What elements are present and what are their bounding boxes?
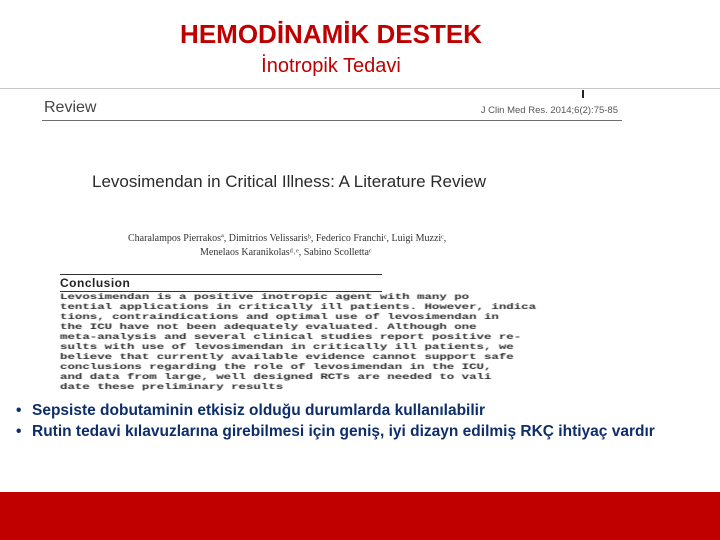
journal-reference: J Clin Med Res. 2014;6(2):75-85 xyxy=(480,105,618,116)
authors-line: Charalampos Pierrakosª, Dimitrios Velissarisᵇ, Federico Franchiᶜ, Luigi Muzziᶜ, xyxy=(128,233,447,244)
article-excerpt-image xyxy=(36,90,630,392)
author-list xyxy=(128,232,548,260)
conclusion-line: sults with use of levosimendan in critically ill patients, we xyxy=(60,342,514,352)
slide-title: HEMODİNAMİK DESTEK xyxy=(180,19,482,49)
conclusion-line: date these preliminary results xyxy=(60,382,284,392)
conclusion-text xyxy=(60,292,537,392)
bullet-item: • Rutin tedavi kılavuzlarına girebilmesi için geniş, iyi dizayn edilmiş RKÇ ihtiyaç vardır xyxy=(14,421,714,442)
conclusion-line: tential applications in critically ill patients. However, indica xyxy=(60,302,537,312)
conclusion-heading: Conclusion xyxy=(60,274,382,292)
slide-subtitle: İnotropik Tedavi xyxy=(261,55,401,77)
conclusion-line: the ICU have not been adequately evaluated. Although one xyxy=(60,322,477,332)
conclusion-line: and data from large, well designed RCTs are needed to vali xyxy=(60,372,492,382)
footer-bar xyxy=(0,492,720,540)
bullet-list xyxy=(14,400,714,442)
conclusion-line: believe that currently available evidence cannot support safe xyxy=(60,352,514,362)
conclusion-line: tions, contraindications and optimal use of levosimendan in xyxy=(60,312,499,322)
journal-header xyxy=(42,98,622,121)
bullet-item: • Sepsiste dobutaminin etkisiz olduğu durumlarda kullanılabilir xyxy=(14,400,714,421)
title-area xyxy=(0,0,720,89)
conclusion-line: conclusions regarding the role of levosimendan in the ICU, xyxy=(60,362,492,372)
conclusion-line: meta-analysis and several clinical studies report positive re- xyxy=(60,332,522,342)
section-label: Review xyxy=(44,99,97,116)
article-title: Levosimendan in Critical Illness: A Literature Review xyxy=(92,172,487,191)
authors-line: Menelaos Karanikolasᵈ˒ᵉ, Sabino Scollettaᶜ xyxy=(200,247,372,258)
conclusion-line: Levosimendan is a positive inotropic agent with many po xyxy=(60,292,470,302)
header-tick-mark xyxy=(582,90,584,98)
